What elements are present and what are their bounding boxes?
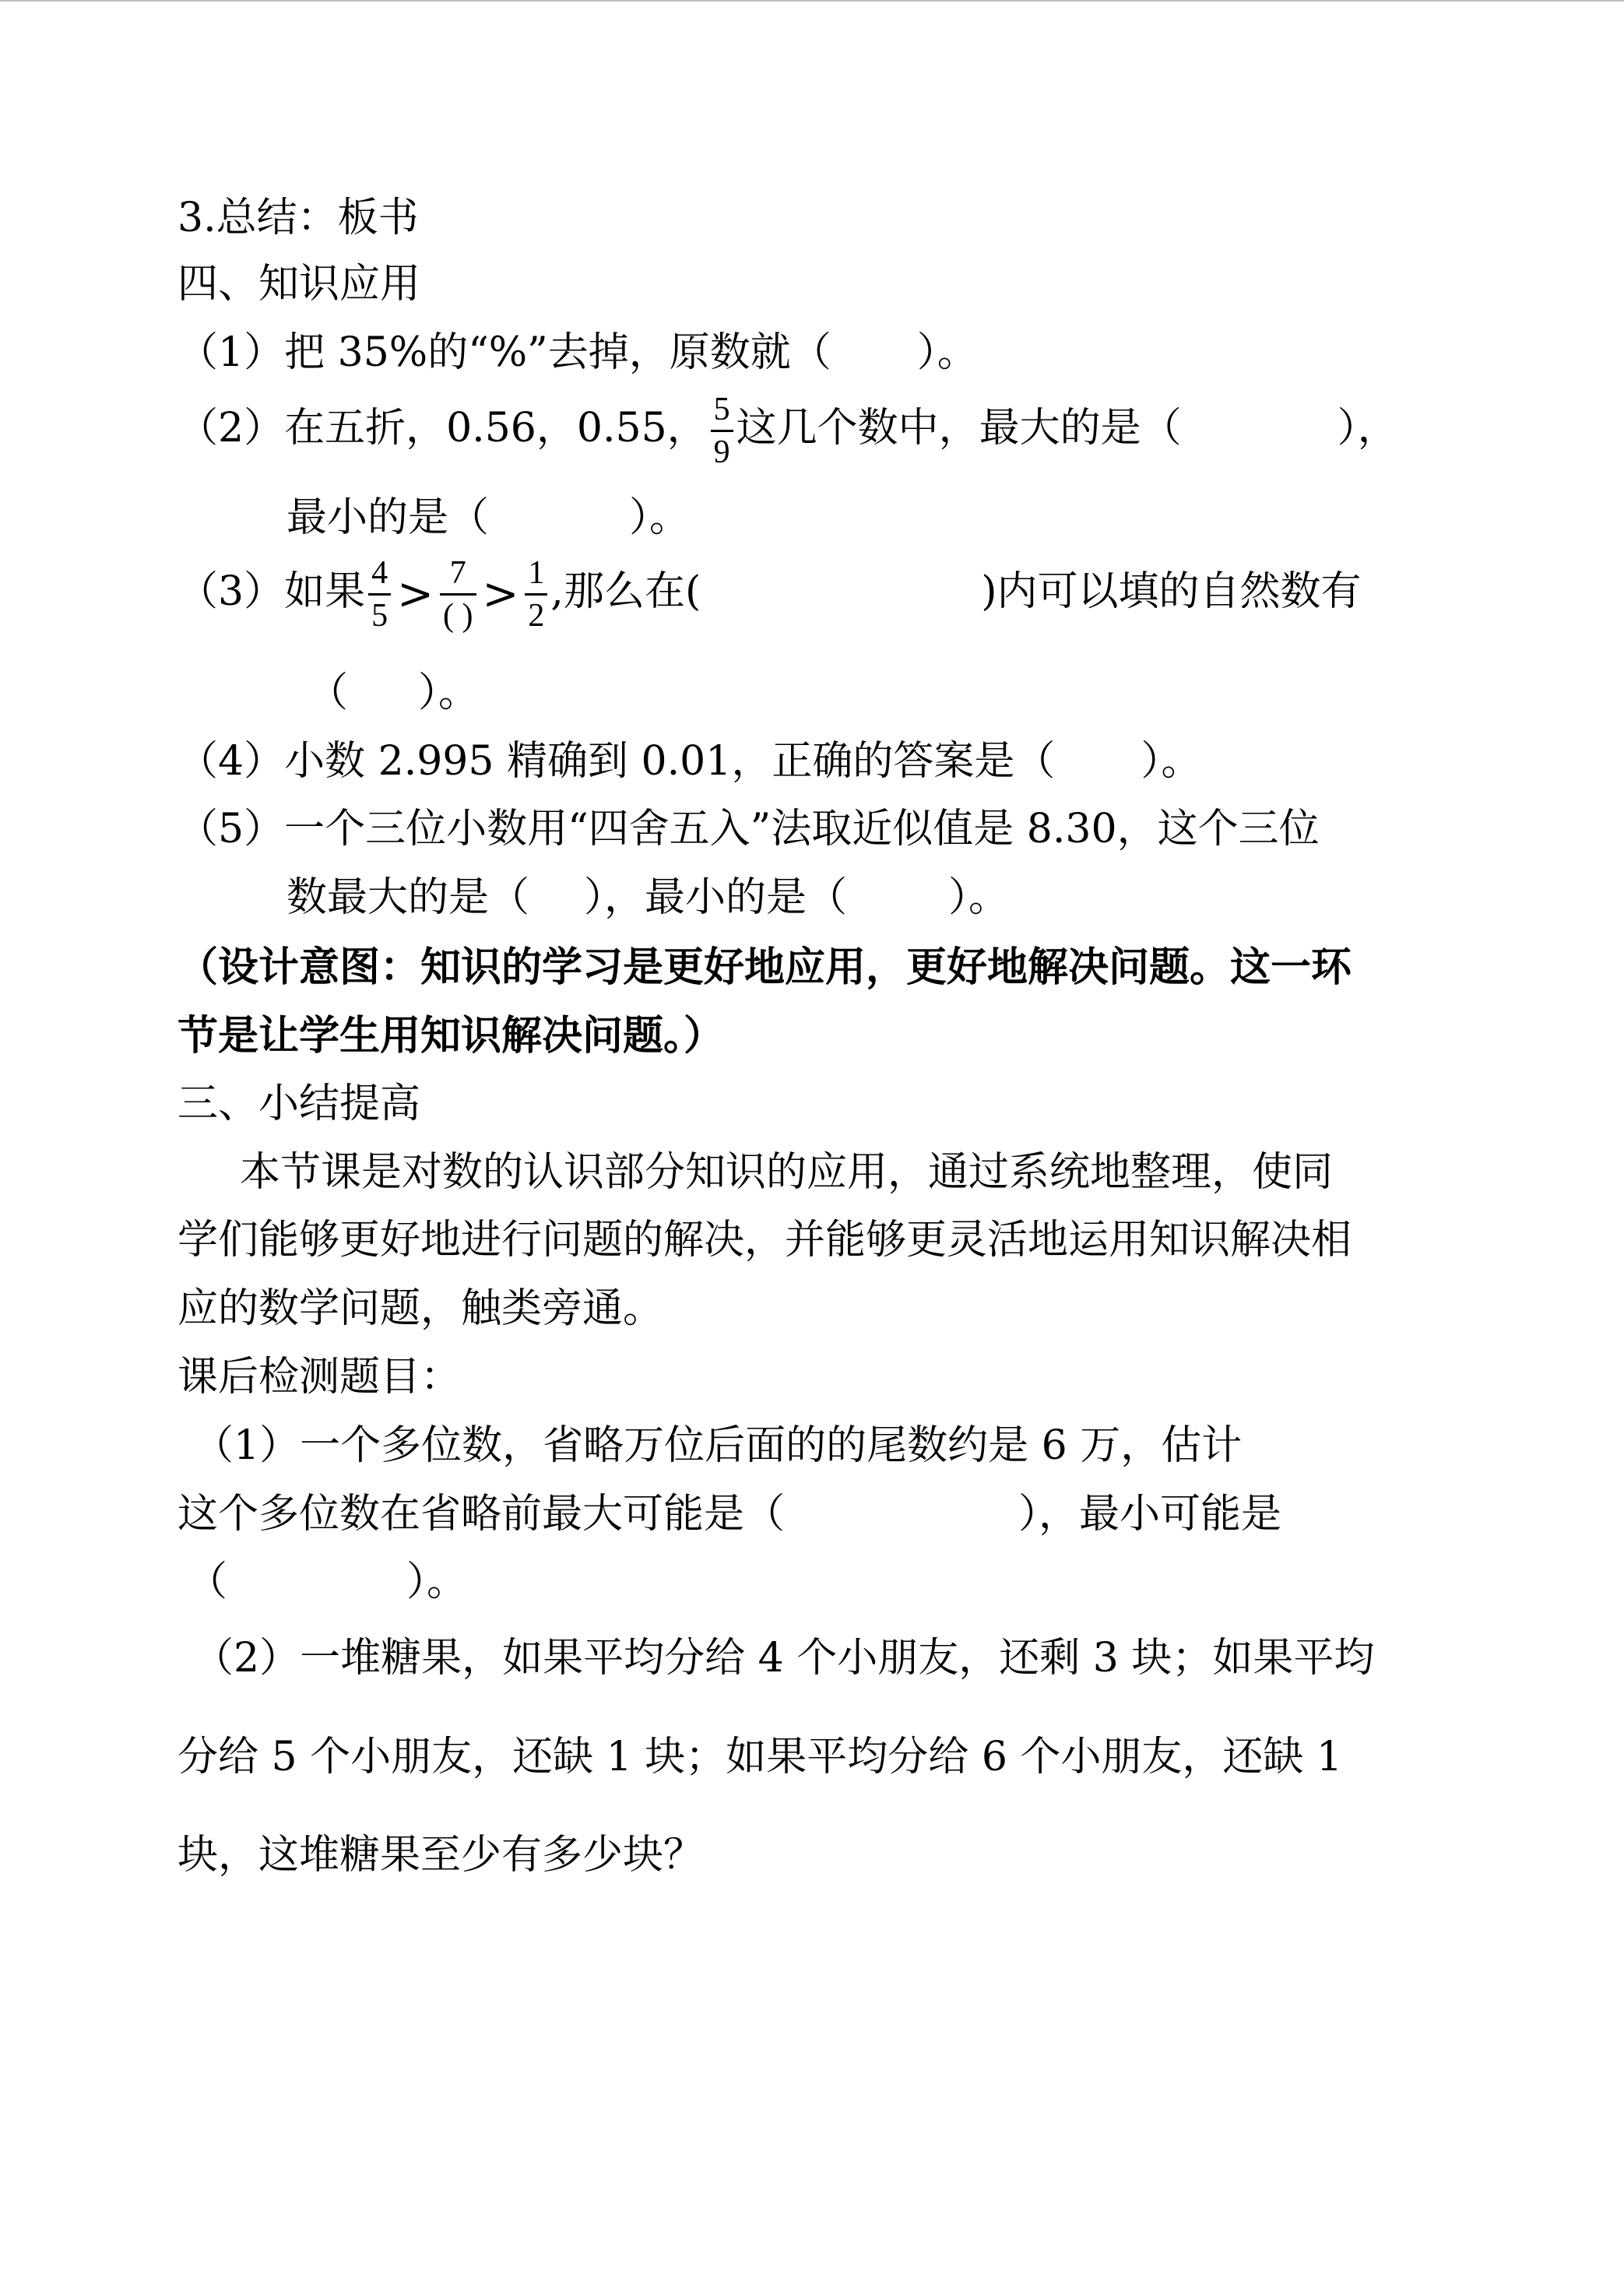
question-5-line2 bbox=[286, 870, 1009, 925]
design-intent-line2: 节是让学生用知识解决问题。） bbox=[178, 1012, 725, 1060]
post-test-1-line3-suffix: ）。 bbox=[406, 1559, 468, 1605]
question-5-line1: （5）一个三位小数用“四舍五入”法取近似值是 8.30，这个三位 bbox=[178, 806, 1320, 852]
post-test-1-line2-prefix: 这个多位数在省略前最大可能是（ bbox=[178, 1491, 786, 1538]
summary-paragraph-line3: 应的数学问题，触类旁通。 bbox=[178, 1285, 664, 1332]
question-3-mid: ,那么在( bbox=[550, 568, 701, 615]
question-1 bbox=[178, 325, 978, 380]
question-2-line2-prefix: 最小的是（ bbox=[286, 494, 490, 541]
question-1-suffix: ）。 bbox=[916, 329, 978, 376]
fraction-numerator: 1 bbox=[528, 555, 545, 591]
question-1-prefix: （1）把 35%的“%”去掉，原数就（ bbox=[178, 329, 831, 376]
fraction-bar bbox=[368, 593, 391, 596]
fraction-bar bbox=[711, 430, 733, 432]
fraction-numerator: 4 bbox=[371, 555, 388, 591]
section3-title: 三、小结提高 bbox=[178, 1081, 421, 1127]
question-2-line2 bbox=[286, 490, 690, 545]
fraction-bar bbox=[440, 593, 476, 596]
question-4-suffix: ）。 bbox=[1141, 738, 1202, 785]
question-2-line2-suffix: ）。 bbox=[629, 494, 691, 541]
post-test-1-line1: （1）一个多位数，省略万位后面的的尾数约是 6 万，估计 bbox=[193, 1422, 1243, 1469]
fraction-denominator: 2 bbox=[528, 598, 545, 634]
post-test-1-line2-mid: ），最小可能是 bbox=[1018, 1491, 1282, 1538]
fraction-denominator: ( ) bbox=[443, 598, 473, 634]
fraction-numerator: 7 bbox=[449, 555, 466, 591]
question-3 bbox=[178, 545, 1362, 638]
fraction-bar bbox=[525, 593, 547, 596]
design-intent-line1: （设计意图：知识的学习是更好地应用，更好地解决问题。这一环 bbox=[178, 944, 1352, 991]
question-3-line2 bbox=[308, 666, 479, 720]
section4-title: 四、知识应用 bbox=[178, 261, 421, 308]
greater-than-sign: > bbox=[397, 568, 434, 620]
fraction-7-blank bbox=[440, 554, 476, 634]
fraction-1-2 bbox=[525, 554, 547, 634]
page-top-border bbox=[0, 0, 1624, 2]
question-4-prefix: （4）小数 2.995 精确到 0.01，正确的答案是（ bbox=[178, 738, 1056, 785]
question-3-line2-suffix: ）。 bbox=[418, 670, 480, 716]
summary-paragraph-line1: 本节课是对数的认识部分知识的应用，通过系统地整理，使同 bbox=[240, 1149, 1334, 1196]
section3-summary-line: 3.总结：板书 bbox=[178, 195, 419, 241]
post-test-1-line3-prefix: （ bbox=[187, 1559, 228, 1605]
question-4 bbox=[178, 734, 1201, 789]
fraction-5-9 bbox=[711, 391, 733, 471]
question-3-end: )内可以填的自然数有 bbox=[981, 568, 1362, 615]
summary-paragraph-line2: 学们能够更好地进行问题的解决，并能够更灵活地运用知识解决相 bbox=[178, 1217, 1352, 1263]
question-2-end: ）， bbox=[1337, 405, 1398, 452]
greater-than-sign: > bbox=[482, 568, 519, 620]
fraction-denominator: 5 bbox=[371, 598, 388, 634]
post-test-1-line2 bbox=[178, 1487, 1281, 1541]
post-test-title: 课后检测题目： bbox=[178, 1354, 462, 1401]
question-2-mid: 这几个数中，最大的是（ bbox=[736, 405, 1182, 452]
fraction-4-5 bbox=[368, 554, 391, 634]
question-5-line2-suffix: ）。 bbox=[948, 874, 1010, 921]
fraction-numerator: 5 bbox=[713, 392, 730, 427]
question-5-line2-prefix: 数最大的是（ bbox=[286, 874, 530, 921]
question-3-line2-prefix: （ bbox=[308, 670, 349, 716]
post-test-2-line1: （2）一堆糖果，如果平均分给 4 个小朋友，还剩 3 块；如果平均 bbox=[193, 1635, 1375, 1682]
post-test-1-line3 bbox=[187, 1555, 467, 1609]
question-2-prefix: （2）在五折，0.56，0.55， bbox=[178, 405, 708, 452]
question-5-line2-mid: ），最小的是（ bbox=[584, 874, 848, 921]
question-2 bbox=[178, 381, 1398, 475]
post-test-2-line3: 块，这堆糖果至少有多少块？ bbox=[178, 1832, 705, 1879]
post-test-2-line2: 分给 5 个小朋友，还缺 1 块；如果平均分给 6 个小朋友，还缺 1 bbox=[178, 1734, 1343, 1780]
fraction-denominator: 9 bbox=[713, 434, 730, 470]
question-3-prefix: （3）如果 bbox=[178, 568, 366, 615]
